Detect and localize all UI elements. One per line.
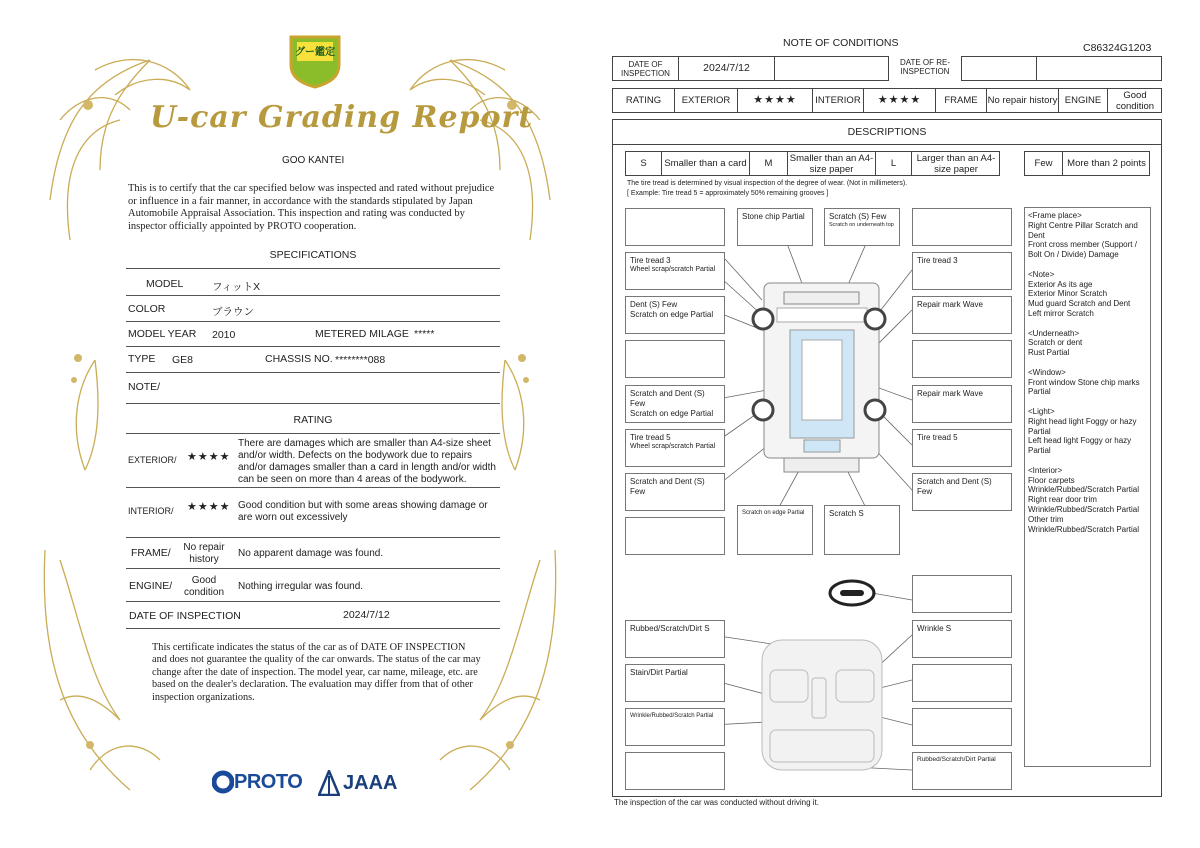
condition-note-line: <Window> bbox=[1028, 367, 1066, 377]
mileage-value: ***** bbox=[414, 328, 435, 340]
type-label: TYPE bbox=[128, 353, 156, 365]
frame-value: No repair history bbox=[183, 542, 225, 565]
proto-mark-icon bbox=[212, 770, 234, 794]
jaaa-logo bbox=[318, 770, 397, 796]
damage-box bbox=[912, 575, 1012, 613]
car-top-view bbox=[753, 283, 885, 472]
legend-m: M bbox=[750, 152, 788, 175]
condition-note-line: Wrinkle/Rubbed/Scratch Partial bbox=[1028, 485, 1140, 495]
few-legend bbox=[1024, 151, 1150, 176]
chassis-value: ********088 bbox=[335, 354, 386, 366]
condition-note-line: Scratch or dent bbox=[1028, 338, 1083, 348]
damage-box bbox=[625, 620, 725, 658]
legend-s-desc: Smaller than a card bbox=[662, 152, 750, 175]
note-label: NOTE/ bbox=[128, 381, 161, 393]
descriptions-heading: DESCRIPTIONS bbox=[847, 126, 927, 138]
damage-text: Scratch on edge Partial bbox=[742, 510, 805, 516]
exterior-stars: ★★★★ bbox=[738, 89, 813, 112]
divider bbox=[126, 568, 500, 569]
note-title: NOTE OF CONDITIONS bbox=[783, 37, 899, 49]
model-value: フィットX bbox=[212, 281, 261, 293]
certificate-footer: This certificate indicates the status of the car as of DATE OF INSPECTION and does not guarantee the quality of the car onwards. The status of the car may change after the date of inspection. The model year, car name, mileage, etc. are based on the dealer's declaration. The evaluation may differ from that of other inspection organizations. bbox=[152, 642, 481, 703]
damage-box bbox=[625, 340, 725, 378]
damage-text: Tire tread 3 bbox=[917, 256, 958, 265]
chassis-label: CHASSIS NO. bbox=[265, 353, 333, 365]
damage-box bbox=[912, 429, 1012, 467]
damage-box bbox=[912, 252, 1012, 290]
condition-note-line: Mud guard Scratch and Dent bbox=[1028, 299, 1131, 309]
condition-notes bbox=[1024, 207, 1151, 767]
condition-note-line bbox=[1028, 358, 1147, 368]
divider bbox=[126, 403, 500, 404]
damage-text: Rubbed/Scratch/Dirt Partial bbox=[917, 756, 996, 763]
condition-note-line: Exterior As its age bbox=[1028, 279, 1093, 289]
damage-text: Scratch on edge Partial bbox=[630, 409, 714, 418]
damage-box bbox=[625, 429, 725, 467]
condition-note-line bbox=[1028, 397, 1147, 407]
damage-text: Scratch (S) Few bbox=[829, 212, 887, 221]
interior-stars: ★★★★ bbox=[864, 89, 936, 112]
divider bbox=[126, 628, 500, 629]
condition-note-line bbox=[1028, 456, 1147, 466]
date-row bbox=[612, 56, 1162, 81]
jaaa-mark-icon bbox=[318, 770, 340, 796]
engine-description: Nothing irregular was found. bbox=[238, 581, 364, 592]
model-label: MODEL bbox=[146, 278, 184, 290]
damage-text: Wheel scrap/scratch Partial bbox=[630, 443, 716, 450]
divider bbox=[126, 487, 500, 488]
specifications-heading: SPECIFICATIONS bbox=[269, 249, 357, 261]
condition-note-line: Wrinkle/Rubbed/Scratch Partial bbox=[1028, 524, 1140, 534]
damage-text: Stone chip Partial bbox=[742, 212, 805, 221]
divider bbox=[126, 268, 500, 269]
damage-box bbox=[625, 664, 725, 702]
date-inspection-value: 2024/7/12 bbox=[679, 57, 775, 80]
damage-box bbox=[912, 208, 1012, 246]
interior-seats bbox=[762, 640, 882, 770]
exterior-label: EXTERIOR/ bbox=[128, 455, 177, 465]
condition-note-line: Left head light Foggy or hazy Partial bbox=[1028, 436, 1132, 456]
damage-text: Wrinkle S bbox=[917, 624, 952, 633]
engine-label: ENGINE/ bbox=[129, 580, 173, 592]
tread-note: The tire tread is determined by visual inspection of the degree of wear. (Not in millimeters). bbox=[627, 180, 908, 187]
damage-text: Scratch and Dent (S) Few bbox=[630, 477, 705, 496]
interior-label: INTERIOR/ bbox=[128, 506, 174, 516]
condition-note-line: Left mirror Scratch bbox=[1028, 308, 1094, 318]
condition-note-line: <Interior> bbox=[1028, 465, 1063, 475]
model-year-label: MODEL YEAR bbox=[128, 328, 197, 340]
damage-text: Scratch and Dent (S) Few bbox=[630, 389, 705, 408]
condition-note-line: Exterior Minor Scratch bbox=[1028, 289, 1108, 299]
damage-text: Scratch S bbox=[829, 509, 864, 518]
condition-note-line: Wrinkle/Rubbed/Scratch Partial bbox=[1028, 504, 1140, 514]
goo-kantei-logo bbox=[287, 31, 343, 89]
date-inspection-label: DATE OF INSPECTION bbox=[613, 57, 679, 80]
condition-note-line: Rust Partial bbox=[1028, 348, 1070, 358]
proto-logo bbox=[212, 770, 302, 794]
steering-wheel-icon bbox=[830, 581, 874, 605]
certificate-subtitle: GOO KANTEI bbox=[282, 155, 345, 166]
date-label: DATE OF INSPECTION bbox=[129, 610, 241, 622]
damage-text: Wheel scrap/scratch Partial bbox=[630, 266, 716, 273]
damage-text: Stain/Dirt Partial bbox=[630, 668, 688, 677]
divider bbox=[126, 346, 500, 347]
damage-text: Rubbed/Scratch/Dirt S bbox=[630, 624, 710, 633]
rating-heading: RATING bbox=[293, 414, 333, 426]
proto-wordmark: PROTO bbox=[234, 770, 303, 793]
size-legend bbox=[625, 151, 1000, 176]
damage-box bbox=[912, 385, 1012, 423]
color-value: ブラウン bbox=[212, 306, 254, 318]
frame-description: No apparent damage was found. bbox=[238, 548, 384, 559]
mileage-label: METERED MILAGE bbox=[315, 328, 409, 340]
interior-label: INTERIOR bbox=[813, 89, 864, 112]
condition-note-line: Right Centre Pillar Scratch and Dent bbox=[1028, 220, 1138, 240]
damage-box bbox=[625, 385, 725, 423]
divider bbox=[126, 601, 500, 602]
tread-example: [ Example: Tire tread 5 = approximately 50% remaining grooves ] bbox=[627, 190, 829, 197]
date-value: 2024/7/12 bbox=[343, 609, 390, 621]
frame-value: No repair history bbox=[987, 89, 1059, 112]
damage-box bbox=[912, 708, 1012, 746]
damage-text: Tire tread 5 bbox=[630, 433, 671, 442]
shield-icon bbox=[287, 31, 343, 89]
exterior-stars: ★★★★ bbox=[187, 451, 231, 463]
damage-text: Scratch on underneath top bbox=[829, 222, 894, 228]
certificate-intro: This is to certify that the car specified below was inspected and rated without prejudice or influence in a fair manner, in accordance with the standards stipulated by Japan Automobile Appraisal Association. This inspection and rating was conducted by inspector officially appointed by PROTO cooperation. bbox=[128, 183, 495, 232]
damage-box bbox=[912, 620, 1012, 658]
interior-stars: ★★★★ bbox=[187, 501, 231, 513]
damage-text: Dent (S) Few bbox=[630, 300, 678, 309]
condition-note-line: Front window Stone chip marks Partial bbox=[1028, 377, 1140, 397]
frame-label: FRAME bbox=[936, 89, 987, 112]
condition-note-line: <Note> bbox=[1028, 269, 1055, 279]
divider bbox=[126, 537, 500, 538]
divider bbox=[126, 372, 500, 373]
interior-description: Good condition but with some areas showing damage or are worn out excessively bbox=[238, 500, 488, 523]
damage-box bbox=[625, 296, 725, 334]
damage-text: Tire tread 3 bbox=[630, 256, 671, 265]
engine-value: Good condition bbox=[183, 575, 225, 598]
damage-text: Repair mark Wave bbox=[917, 389, 983, 398]
damage-box bbox=[625, 252, 725, 290]
divider bbox=[126, 295, 500, 296]
condition-note-line: <Frame place> bbox=[1028, 211, 1082, 220]
damage-text: Wrinkle/Rubbed/Scratch Partial bbox=[630, 713, 714, 719]
legend-few: Few bbox=[1025, 152, 1063, 175]
damage-box bbox=[824, 505, 900, 555]
frame-label: FRAME/ bbox=[131, 547, 171, 559]
legend-few-desc: More than 2 points bbox=[1067, 158, 1146, 169]
condition-note-line: Other trim bbox=[1028, 514, 1064, 524]
rating-row bbox=[612, 88, 1162, 113]
divider bbox=[126, 321, 500, 322]
condition-note-line: Floor carpets bbox=[1028, 475, 1075, 485]
damage-box bbox=[912, 752, 1012, 790]
model-year-value: 2010 bbox=[212, 329, 236, 341]
damage-box bbox=[824, 208, 900, 246]
damage-text: Tire tread 5 bbox=[917, 433, 958, 442]
date-reinspection-label: DATE OF RE-INSPECTION bbox=[888, 56, 962, 81]
engine-value: Good condition bbox=[1115, 89, 1155, 112]
damage-box bbox=[625, 752, 725, 790]
legend-l-desc: Larger than an A4-size paper bbox=[916, 152, 996, 175]
exterior-label: EXTERIOR bbox=[675, 89, 738, 112]
condition-note-line: <Underneath> bbox=[1028, 328, 1080, 338]
damage-box bbox=[912, 340, 1012, 378]
condition-note-line: <Light> bbox=[1028, 406, 1055, 416]
logo-text: グー鑑定 bbox=[295, 47, 335, 58]
damage-text: Scratch and Dent (S) Few bbox=[917, 477, 992, 496]
damage-box bbox=[625, 208, 725, 246]
reference-number: C86324G1203 bbox=[1083, 42, 1152, 54]
damage-box bbox=[737, 505, 813, 555]
damage-text: Repair mark Wave bbox=[917, 300, 983, 309]
divider bbox=[126, 433, 500, 434]
legend-l: L bbox=[876, 152, 912, 175]
damage-box bbox=[625, 708, 725, 746]
type-value: GE8 bbox=[172, 354, 194, 366]
divider bbox=[612, 144, 1162, 145]
damage-box bbox=[625, 473, 725, 511]
rating-label: RATING bbox=[613, 89, 675, 112]
legend-s: S bbox=[626, 152, 662, 175]
damage-box bbox=[912, 664, 1012, 702]
divider bbox=[1036, 56, 1037, 81]
condition-note-line bbox=[1028, 319, 1147, 329]
damage-box bbox=[912, 296, 1012, 334]
condition-note-line: Right rear door trim bbox=[1028, 495, 1097, 505]
condition-note-line: Front cross member (Support / Bolt On / Divide) Damage bbox=[1028, 240, 1137, 260]
condition-note-line bbox=[1028, 260, 1147, 270]
engine-label: ENGINE bbox=[1059, 89, 1108, 112]
legend-m-desc: Smaller than an A4-size paper bbox=[788, 152, 876, 175]
jaaa-wordmark: JAAA bbox=[343, 771, 398, 794]
damage-box bbox=[912, 473, 1012, 511]
condition-note-line: Right head light Foggy or hazy Partial bbox=[1028, 416, 1137, 436]
damage-box bbox=[625, 517, 725, 555]
note-footer: The inspection of the car was conducted without driving it. bbox=[614, 798, 819, 807]
certificate-title: U-car Grading Report bbox=[150, 100, 534, 135]
damage-text: Scratch on edge Partial bbox=[630, 310, 714, 319]
exterior-description: There are damages which are smaller than A4-size sheet and/or width. Defects on the bodywork due to repairs and/or damages smaller than a card in length and/or width can be seen on more than 4 areas of the bodywork. bbox=[238, 438, 496, 485]
damage-box bbox=[737, 208, 813, 246]
color-label: COLOR bbox=[128, 303, 166, 315]
